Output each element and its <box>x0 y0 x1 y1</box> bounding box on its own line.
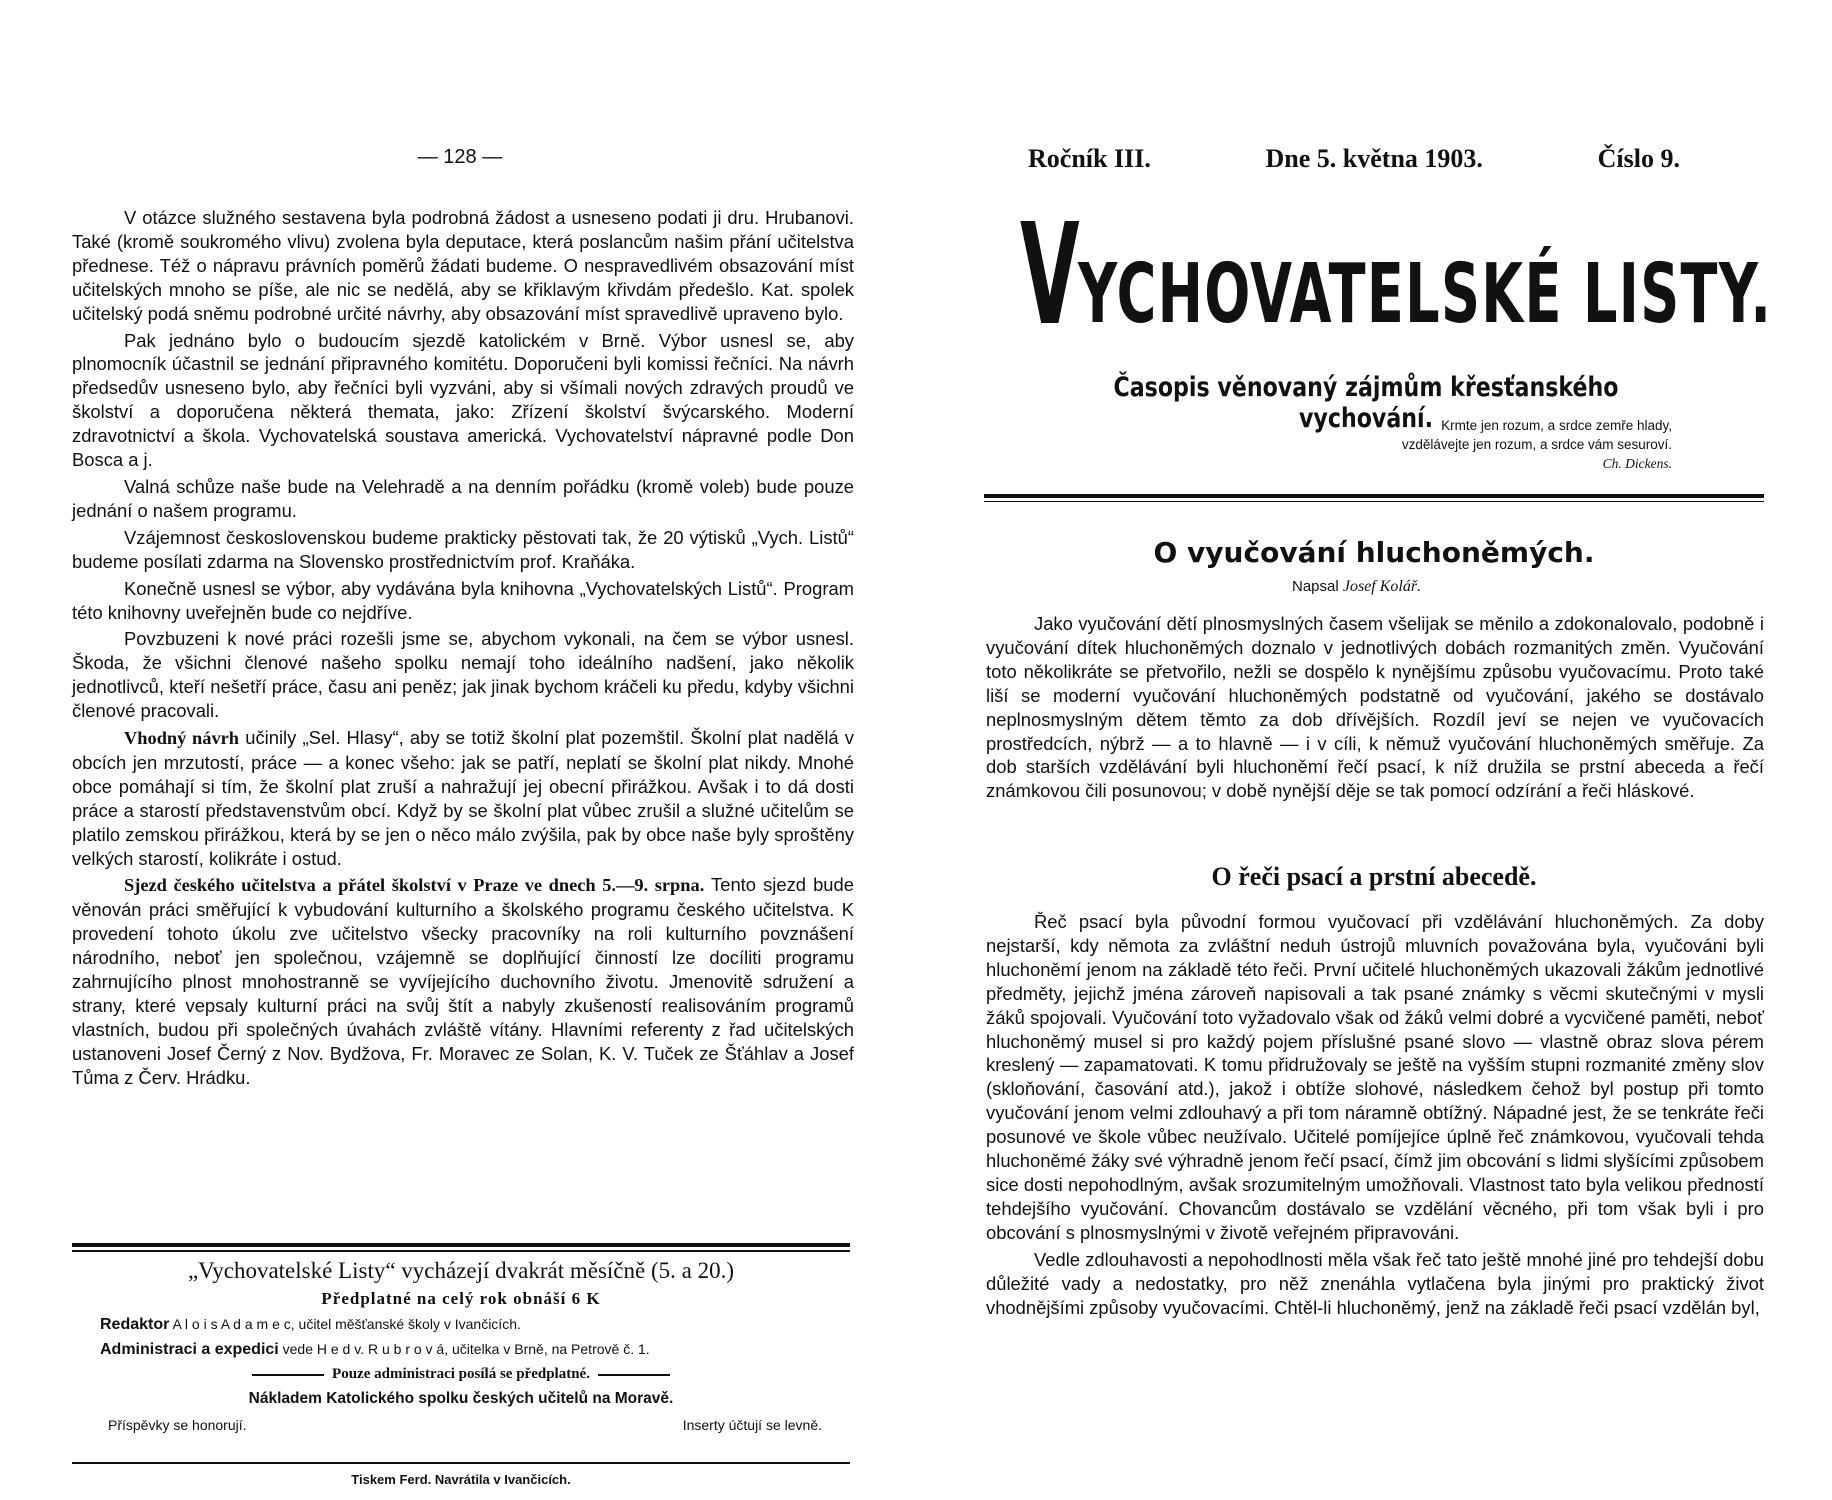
notice-rule-top <box>72 1243 850 1247</box>
motto <box>1386 416 1672 473</box>
section-heading: O řeči psací a prstní abecedě. <box>1211 862 1537 891</box>
byline: Napsal Josef Kolář. <box>1292 578 1422 595</box>
volume-label: Ročník III. <box>1028 144 1151 173</box>
motto-line: Krmte jen rozum, a srdce zemře hlady, <box>1441 418 1672 433</box>
header-rule-thin <box>984 501 1764 502</box>
journal-subtitle: Časopis věnovaný zájmům křesťanského vychování. <box>1113 372 1619 434</box>
notice-contributions: Příspěvky se honorují. <box>108 1417 247 1433</box>
motto-line: vzdělávejte jen rozum, a srdce vám sesuroví. <box>1401 437 1672 452</box>
issue-header <box>1028 144 1680 174</box>
byline-author: Josef Kolář. <box>1342 578 1422 595</box>
notice-subscription-price: Předplatné na celý rok obnáší 6 K <box>321 1289 601 1308</box>
notice-editor-label: Redaktor <box>100 1316 170 1333</box>
notice-footnotes <box>72 1412 850 1438</box>
notice-rule-top-thin <box>72 1250 850 1252</box>
paragraph: Konečně usnesl se výbor, aby vydávána byla knihovna „Vychovatelských Listů“. Program této knihovny uveřejněn bude co nejdříve. <box>72 577 854 623</box>
paragraph: Vzájemnost československou budeme prakticky pěstovati tak, že 20 výtisků „Vych. Listů“ budeme posílati zdarma na Slovensko prostřednictvím prof. Kraňáka. <box>72 526 854 572</box>
notice-frequency: „Vychovatelské Listy“ vycházejí dvakrát měsíčně (5. a 20.) <box>187 1258 735 1283</box>
masthead-title: YCHOVATELSKÉ LISTY. <box>1078 247 1773 342</box>
article-intro <box>986 612 1764 806</box>
paragraph-lead: Sjezd českého učitelstva a přátel školství v Praze ve dnech 5.—9. srpna. <box>124 875 705 896</box>
divider <box>252 1374 324 1376</box>
notice-editor: Redaktor A l o i s A d a m e c, učitel měšťanské školy v Ivančicích. <box>100 1316 521 1333</box>
notice-advertising: Inserty účtují se levně. <box>682 1417 822 1433</box>
paragraph: Řeč psací byla původní formou vyučovací při vzdělávání hluchoněmých. Za doby nejstarší, kdy němota za zvláštní neduh ústrojů mluvních považována byla, vyučováni byli hluchoněmí jenom na základě této řeči. První učitelé hluchoněmých ukazovali žákům jednotlivé předměty, jejichž jména zároveň napisovali a tak psané známky s věcmi skutečnými v mysli žáků spojovali. Vyučování toto vyžadovalo však od žáků velmi dobré a vycvičené paměti, neboť hluchoněmý musel si pro každý pojem příslušné psané slovo — vlastně obraz slova pérem kreslený — zapamatovati. K tomu přidružovaly se ještě na vyšším stupni rozmanité změny slov (skloňování, časování atd.), jakož i obtíže slohové, následkem čehož byl postup při tomto vyučování jenom velmi zdlouhavý a při tom náramně obtížný. Nápadné jest, že se tenkráte řeči posunové ve škole vůbec neužívalo. Učitelé pomíjejíce úplně řeč známkovou, vyučovali tehda hluchoněmé žáky své výhradně jenom řečí psací, čímž jim obcování s lidmi slyšícími způsobem sice dosti nepohodlným, avšak srozumitelným umožňovali. Vlastnost tato byla velikou předností tehdejšího vyučování. Chovancům dostávalo se vzdělání věcného, při tom však byli i pro obcování s plnosmyslnými v životě veřejném připravováni. <box>986 911 1764 1243</box>
notice-payment-info: Pouze administraci posílá se předplatné. <box>72 1362 850 1386</box>
page-number: — 128 — <box>417 146 503 168</box>
divider <box>598 1374 670 1376</box>
masthead <box>1020 194 1773 357</box>
printer-imprint: Tiskem Ferd. Navrátila v Ivančicích. <box>351 1472 571 1487</box>
subscription-notice <box>72 1256 850 1438</box>
paragraph: Povzbuzeni k nové práci rozešli jsme se, abychom vykonali, na čem se výbor usnesl. Škoda, že všichni členové našeho spolku nemají toho ideálního nadšení, jako několik jednotlivců, kteří nešetří práce, času ani peněz; jak jinak bychom kráčeli ku předu, kdyby všichni členové pracovali. <box>72 628 854 722</box>
issue-date: Dne 5. května 1903. <box>1265 144 1483 173</box>
header-rule <box>984 494 1764 498</box>
section-body <box>986 910 1764 1322</box>
paragraph: Pak jednáno bylo o budoucím sjezdě katolickém v Brně. Výbor usnesl se, aby plnomocník účastnil se jednání připravného komitétu. Doporučeni byli komissi řečníci. Na návrh předsedův usneseno bylo, aby řečníci byli vyzváni, aby si všímali nových zdravých proudů ve školství a doporučena některá themata, jako: Zřízení školství švýcarského. Moderní zdravotnictví a škola. Vychovatelská soustava americká. Vychovatelství nápravné podle Don Bosca a j. <box>72 329 854 471</box>
notice-admin-label: Administraci a expedici <box>100 1341 279 1358</box>
paragraph-text: učinily „Sel. Hlasy“, aby se totiž školní plat pozemštil. Školní plat nadělá v obcích jen mrzutostí, práce — a konec všeho: jak se patří, neplatí se školní plat nikdy. Mnohé obce pomáhají si tím, že školní plat zruší a nahražují jej obecní přirážkou. Avšak i to dá dosti práce a starostí představenstvům obcí. Když by se školní plat vůbec zrušil a služné učitelům se platilo zemskou přirážkou, která by se jen o něco málo zvýšila, pak by obce naše byly sproštěny velkých starostí, kolikráte i ostud. <box>72 727 855 869</box>
paragraph-text: Tento sjezd bude věnován práci směřující k vybudování kulturního a školského programu českého učitelstva. K provedení tohoto úkolu zve učitelstvo všecky pracovníky na roli kulturního povznášení národního, neboť jen společnou, vzájemně se doplňující činností lze docíliti programu zahrnujícího plnost mnohostranně se vyvíjejícího duchovního životu. Jmenovitě sdružení a strany, které vepsaly kulturní práci na svůj štít a nabyly zkušeností realisováním programů vlastních, budou při společných úvahách zvláště vítány. Hlavními referenty z řad učitelských ustanoveni Josef Černý z Nov. Bydžova, Fr. Moravec ze Solan, K. V. Tuček ze Šťáhlav a Josef Tůma z Červ. Hrádku. <box>72 874 854 1088</box>
right-page <box>916 0 1832 1500</box>
notice-rule-bottom <box>72 1462 850 1464</box>
paragraph: Vedle zdlouhavosti a nepohodlnosti měla však řeč tato ještě mnohé jiné pro tehdejší dobu důležité vady a nedostatky, pro něž znenáhla vytlačena byla jinými pro praktický život vhodnějšími způsoby vyučovacími. Chtěl-li hluchoněmý, jenž na základě řeči psací vzdělán byl, <box>986 1248 1764 1318</box>
issue-number: Číslo 9. <box>1597 144 1680 173</box>
article-title: O vyučování hluchoněmých. <box>1153 536 1595 569</box>
paragraph: V otázce služného sestavena byla podrobná žádost a usneseno podati ji dru. Hrubanovi. Také (kromě soukromého vlivu) zvolena byla deputace, která poslancům našim přání učitelstva přednese. Též o nápravu právních poměrů žádati budeme. O nespravedlivém obsazování míst učitelských mnoho se píše, ale nic se nedělá, aby se křiklavým křivdám předešlo. Kat. spolek učitelský podá sněmu podrobné určité návrhy, aby obsazování míst spravedlivě upraveno bylo. <box>72 207 854 324</box>
paragraph: Valná schůze naše bude na Velehradě a na denním pořádku (kromě voleb) bude pouze jednání o našem programu. <box>72 475 854 521</box>
paragraph: Jako vyučování dětí plnosmyslných časem všelijak se měnilo a zdokonalovalo, podobně i vyučování dítek hluchoněmých doznalo v jednotlivých dobách rozmanitých změn. Vyučování toto několikráte se přetvořilo, nežli se dospělo k nynějšímu způsobu vyučovacímu. Proto také liší se moderní vyučování hluchoněmých podstatně od vyučování, jakého se dostávalo neplnosmyslným dětem těmto za dob dřívějších. Rozdíl jeví se nejen ve vyučovacích prostředcích, nýbrž — a to hlavně — i v cíli, k němuž vyučování hluchoněmých směřuje. Za dob starších vzdělávání byli hluchoněmí řečí psací, k níž družila se prstní abeceda a řečí známkovou čili posunovou; v době nynější děje se tak pomocí odzírání a řeči hláskové. <box>986 613 1764 802</box>
left-article-body <box>72 206 854 1093</box>
paragraph-suggestion <box>72 726 854 870</box>
masthead-initial: V <box>1020 194 1080 357</box>
motto-author: Ch. Dickens. <box>1602 456 1672 471</box>
notice-publisher: Nákladem Katolického spolku českých učitelů na Moravě. <box>248 1390 674 1407</box>
notice-administration: Administraci a expedici vede H e d v. R u b r o v á, učitelka v Brně, na Petrově č. 1. <box>100 1341 650 1358</box>
paragraph-congress <box>72 873 854 1089</box>
paragraph-lead: Vhodný návrh <box>124 728 240 749</box>
